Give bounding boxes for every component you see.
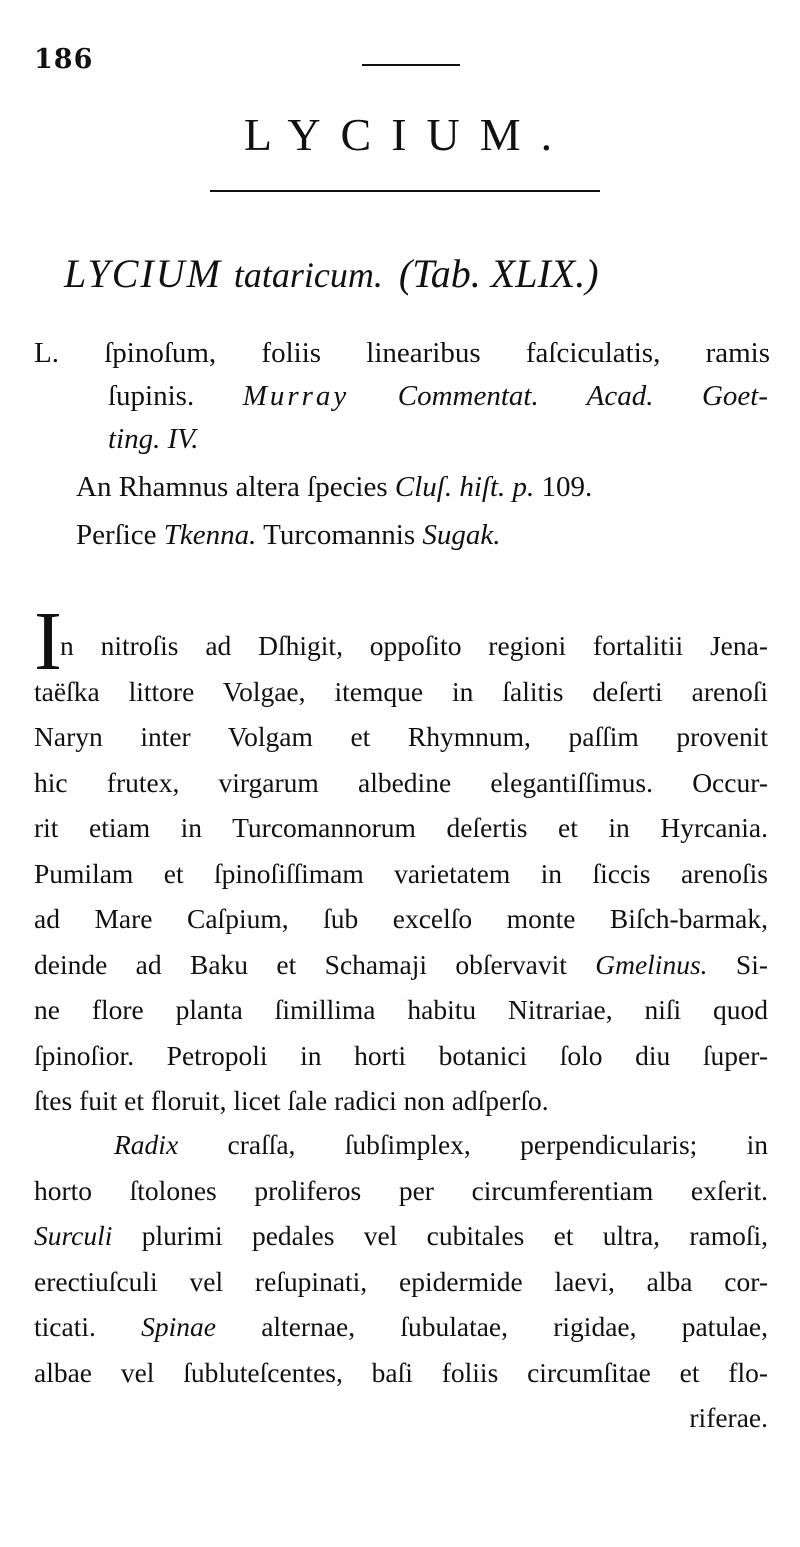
text-fragment: plurimi pedales vel cubitales et ultra, ramoſi, bbox=[141, 1220, 768, 1251]
synonym-line-1: L. ſpinoſum, foliis linearibus faſciculatis, ramis bbox=[34, 337, 770, 369]
synonym-line-3 bbox=[108, 418, 199, 461]
header-rule bbox=[362, 64, 460, 66]
vernacular-name: Sugak. bbox=[422, 519, 501, 551]
author-name: Gmelinus. bbox=[595, 948, 708, 980]
text-line: riferae. bbox=[689, 1402, 768, 1433]
text-line bbox=[34, 1304, 768, 1350]
text-line: hic frutex, virgarum albedine elegantiſſimus. Occur- bbox=[34, 766, 768, 798]
synonym-line-5 bbox=[76, 514, 501, 557]
text-line: Naryn inter Volgam et Rhymnum, paſſim provenit bbox=[34, 721, 768, 752]
text-line: n nitroſis ad Dſhigit, oppoſito regioni fortalitii Jena- bbox=[60, 630, 768, 661]
citation: Commentat. Acad. Goet- bbox=[397, 380, 769, 412]
species-heading bbox=[64, 250, 764, 297]
drop-cap: I bbox=[34, 595, 62, 688]
text-fragment: ticati. bbox=[34, 1311, 96, 1342]
paragraph-habitat bbox=[60, 623, 768, 669]
species-genus: LYCIUM bbox=[64, 251, 222, 296]
synonym-line-4 bbox=[76, 466, 592, 509]
text-line: ſtes fuit et floruit, licet ſale radici non adſperſo. bbox=[34, 1085, 549, 1116]
text-line: erectiuſculi vel reſupinati, epidermide laevi, alba cor- bbox=[34, 1265, 768, 1297]
text-line: ſpinoſior. Petropoli in horti botanici ſolo diu ſuper- bbox=[34, 1039, 768, 1071]
text-line bbox=[34, 1213, 768, 1259]
synonym-text: An Rhamnus altera ſpecies bbox=[76, 471, 388, 503]
text-line: albae vel ſubluteſcentes, baſi foliis circumſitae et flo- bbox=[34, 1356, 768, 1388]
paragraph-habitat-cont bbox=[34, 669, 768, 1124]
citation: ting. IV. bbox=[108, 423, 199, 455]
synonym-text: ſupinis. bbox=[108, 380, 195, 412]
term-surculi: Surculi bbox=[34, 1220, 113, 1251]
term-radix: Radix bbox=[114, 1129, 179, 1160]
text-line: horto ſtolones proliferos per circumferentiam exſerit. bbox=[34, 1174, 768, 1206]
text-line: rit etiam in Turcomannorum deſertis et in Hyrcania. bbox=[34, 812, 768, 843]
text-fragment: Si- bbox=[735, 948, 768, 980]
vernacular-name: Tkenna. bbox=[163, 519, 257, 551]
page-number: 186 bbox=[34, 44, 94, 75]
text-line: ne flore planta ſimillima habitu Nitrariae, niſi quod bbox=[34, 994, 768, 1025]
page-reference: 109. bbox=[541, 471, 593, 503]
term-spinae: Spinae bbox=[141, 1311, 216, 1342]
text-fragment: alternae, ſubulatae, rigidae, patulae, bbox=[261, 1311, 768, 1342]
paragraph-description bbox=[34, 1122, 768, 1441]
text-line bbox=[34, 1122, 768, 1168]
species-epithet: tataricum. bbox=[233, 255, 383, 295]
text-fragment: craſſa, ſubſimplex, perpendicularis; in bbox=[227, 1129, 768, 1160]
plate-reference: (Tab. XLIX.) bbox=[398, 251, 599, 296]
synonym-line-2 bbox=[108, 375, 768, 418]
citation: Cluſ. hiſt. p. bbox=[394, 471, 535, 503]
text-line: Pumilam et ſpinoſiſſimam varietatem in ſiccis arenoſis bbox=[34, 857, 768, 889]
author-name: Murray bbox=[242, 380, 350, 412]
synonym-text: Perſice bbox=[76, 519, 157, 551]
title-rule bbox=[210, 190, 600, 192]
text-fragment: deinde ad Baku et Schamaji obſervavit bbox=[34, 948, 567, 980]
synonym-text: Turcomannis bbox=[263, 519, 416, 551]
text-line: taëſka littore Volgae, itemque in ſalitis deſerti arenoſi bbox=[34, 675, 768, 707]
text-line bbox=[34, 942, 768, 988]
genus-title: LYCIUM. bbox=[243, 109, 573, 160]
text-line: ad Mare Caſpium, ſub excelſo monte Biſch-barmak, bbox=[34, 903, 768, 934]
